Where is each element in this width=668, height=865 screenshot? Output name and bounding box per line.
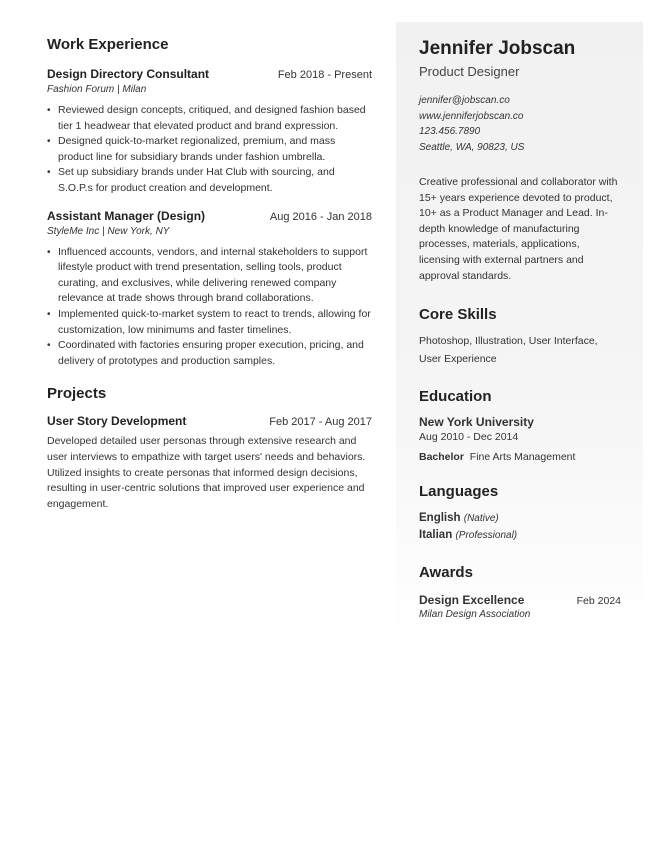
work-experience-heading: Work Experience	[47, 36, 169, 53]
education-school: New York University	[419, 415, 534, 430]
contact-email[interactable]: jennifer@jobscan.co	[419, 95, 510, 106]
education-degree	[419, 451, 621, 463]
contact-phone: 123.456.7890	[419, 126, 481, 137]
degree-field: Fine Arts Management	[469, 451, 576, 464]
job-date: Aug 2016 - Jan 2018	[269, 210, 372, 223]
candidate-name: Jennifer Jobscan	[419, 38, 576, 59]
project-title: User Story Development	[47, 414, 187, 429]
candidate-role: Product Designer	[419, 64, 520, 79]
language-name: English	[419, 512, 461, 525]
job-bullets	[47, 103, 372, 197]
job-bullet: • Reviewed design concepts, critiqued, and designed fashion based tier 1 headwear that elevated product and brand expression.	[58, 103, 372, 134]
award-date: Feb 2024	[576, 595, 621, 608]
job-entry	[47, 67, 372, 197]
job-bullet: • Influenced accounts, vendors, and internal stakeholders to support lifestyle product with trend presentation, selling tools, product curating, and exclusives, while delivering renewed company relevance at trade shows through brand collaborations.	[58, 245, 372, 307]
award-entry	[419, 593, 621, 607]
award-organization: Milan Design Association	[419, 609, 531, 621]
job-bullet: • Implemented quick-to-market system to react to trends, allowing for customization, low minimums and faster timelines.	[58, 307, 372, 338]
job-bullet: • Set up subsidiary brands under Hat Club with sourcing, and S.O.P.s for product creation and development.	[58, 165, 372, 196]
project-description: Developed detailed user personas through extensive research and user interviews to empathize with target users' needs and behaviors. Utilized insights to create personas that informed design decisions, resulting in user-centric solutions that improved user experience and engagement.	[47, 435, 366, 510]
sidebar	[396, 22, 643, 640]
award-title: Design Excellence	[419, 593, 525, 608]
education-heading: Education	[419, 388, 492, 406]
job-company: StyleMe Inc | New York, NY	[47, 225, 170, 237]
profile-summary: Creative professional and collaborator with 15+ years experience devoted to product, 10+ as a Product Manager and Lead. In-depth knowledge of manufacturing processes, materials, applications, licensing with external partners and approval standards.	[419, 176, 618, 282]
core-skills-text: Photoshop, Illustration, User Interface, User Experience	[419, 335, 598, 365]
project-date: Feb 2017 - Aug 2017	[269, 416, 372, 429]
job-entry	[47, 209, 372, 370]
job-title: Assistant Manager (Design)	[47, 208, 206, 223]
main-column	[47, 36, 372, 512]
contact-website[interactable]: www.jenniferjobscan.co	[419, 110, 524, 122]
job-date: Feb 2018 - Present	[277, 69, 372, 81]
language-level: (Professional)	[455, 530, 518, 542]
core-skills-heading: Core Skills	[419, 306, 497, 324]
languages-heading: Languages	[419, 483, 499, 501]
language-name: Italian	[419, 529, 453, 542]
project-entry	[47, 414, 372, 512]
education-dates: Aug 2010 - Dec 2014	[419, 431, 519, 444]
degree-level: Bachelor	[419, 451, 464, 464]
awards-heading: Awards	[419, 564, 473, 582]
job-bullet: • Designed quick-to-market regionalized, premium, and mass product line for subsidiary brands under fashion umbrella.	[58, 134, 372, 165]
job-bullets	[47, 245, 372, 370]
contact-location: Seattle, WA, 90823, US	[419, 141, 525, 153]
languages-list	[419, 510, 621, 544]
contact-block	[419, 93, 621, 155]
job-company: Fashion Forum | Milan	[47, 84, 147, 95]
language-item	[419, 527, 621, 544]
job-title: Design Directory Consultant	[47, 67, 210, 81]
language-level: (Native)	[463, 513, 499, 525]
language-item	[419, 510, 621, 527]
job-bullet: • Coordinated with factories ensuring proper execution, pricing, and delivery of prototypes and production samples.	[58, 338, 372, 369]
projects-heading: Projects	[47, 385, 107, 403]
